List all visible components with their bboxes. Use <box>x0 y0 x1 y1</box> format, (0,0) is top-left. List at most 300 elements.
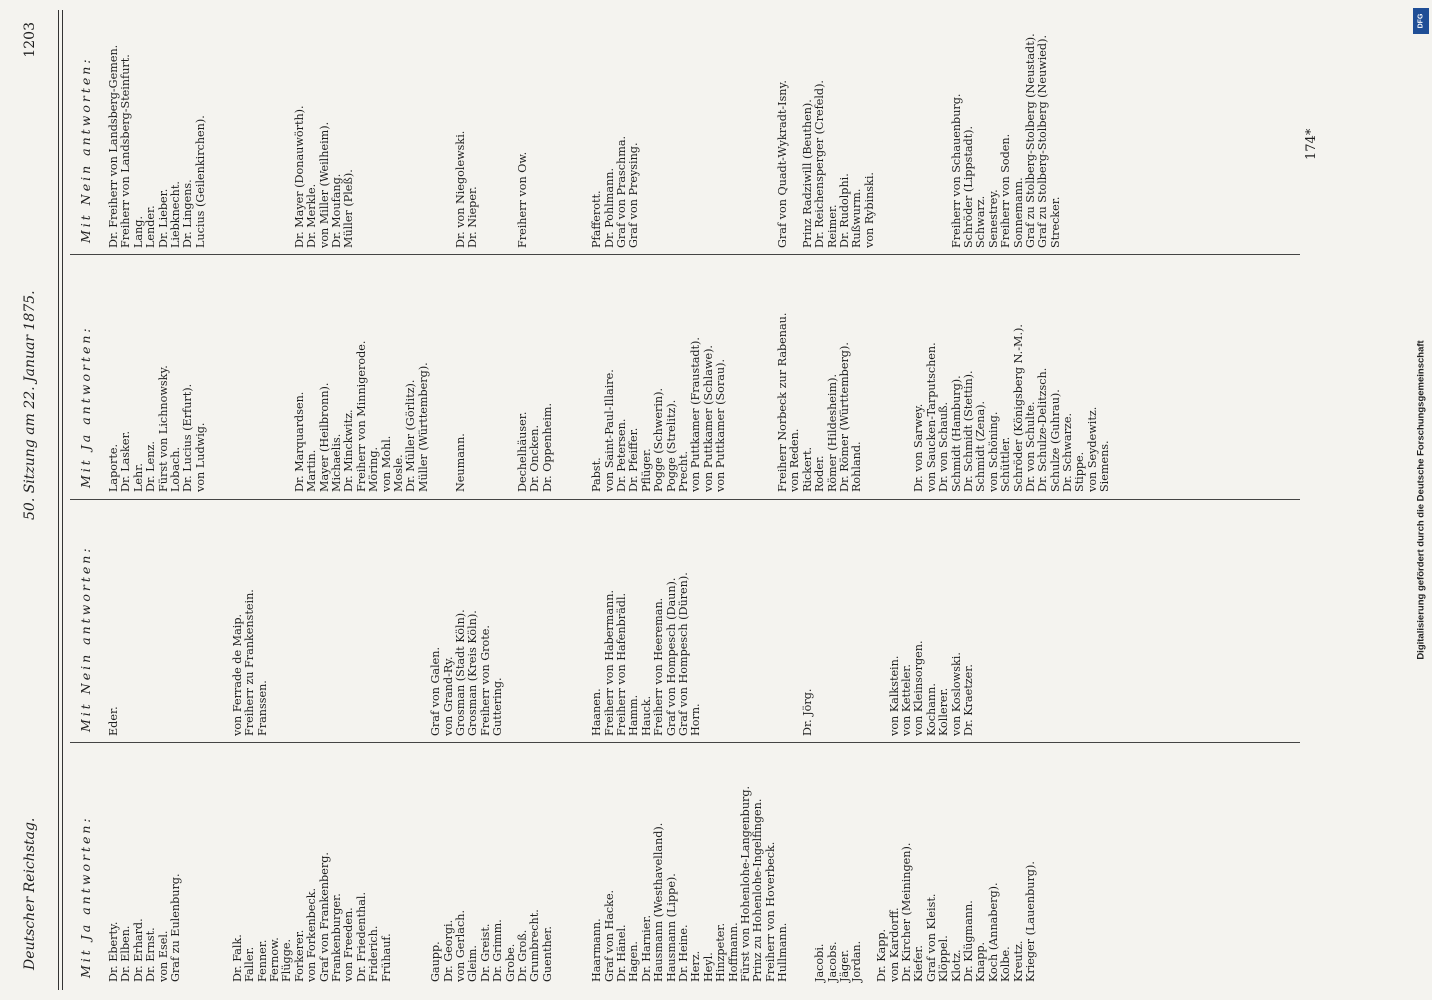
member-name: von Esel. <box>156 930 170 982</box>
spacer <box>220 8 232 248</box>
member-name: Graf zu Stolberg-Stolberg (Neustadt). <box>1023 33 1037 248</box>
member-name: Haarmann. <box>590 918 604 982</box>
spacer <box>715 8 727 248</box>
spacer <box>120 504 132 736</box>
spacer <box>182 504 194 736</box>
member-name: Friderich. <box>367 925 381 982</box>
member-name: Prinz Radziwill (Beuthen). <box>800 99 814 248</box>
member-name: Schröder (Königsberg N.-M.). <box>1011 324 1025 492</box>
member-name: Jordan. <box>850 940 864 982</box>
spacer <box>752 8 764 248</box>
spacer <box>480 260 492 492</box>
spacer <box>876 8 888 248</box>
column-header-nein-right: Mit Nein antworten: <box>78 56 93 243</box>
member-name: Schwarz. <box>974 195 988 248</box>
member-name: von Kleinsorgen. <box>912 640 926 736</box>
member-name: Roder. <box>813 455 827 492</box>
spacer <box>554 746 566 982</box>
spacer <box>740 260 752 492</box>
member-name: Dr. Oncken. <box>528 424 542 492</box>
member-name: Fenner. <box>255 939 269 982</box>
member-name: Schmidt (Zena). <box>974 400 988 492</box>
member-name: von Freeden. <box>342 907 356 982</box>
member-name: Dr. von Schauß. <box>937 401 951 492</box>
spacer <box>554 8 566 248</box>
member-name: Dr. Kapp. <box>875 928 889 982</box>
spacer <box>244 8 256 248</box>
spacer <box>207 8 219 248</box>
member-name: Dr. Greist. <box>478 923 492 982</box>
member-name: Gaupp. <box>429 941 443 982</box>
spacer <box>269 260 281 492</box>
spacer <box>492 8 504 248</box>
spacer <box>393 746 405 982</box>
member-name: Freiherr von Hoverbeck. <box>763 841 777 982</box>
spacer <box>405 746 417 982</box>
member-name: Jäger. <box>838 949 852 982</box>
spacer <box>195 504 207 736</box>
spacer <box>529 504 541 736</box>
member-name: Laporte. <box>107 443 120 492</box>
spacer <box>703 8 715 248</box>
spacer <box>864 260 876 492</box>
spacer <box>728 504 740 736</box>
spacer <box>728 260 740 492</box>
member-name: Dr. Georgi. <box>441 919 455 982</box>
member-name: Reimer. <box>825 204 839 248</box>
spacer <box>343 504 355 736</box>
member-name: von Mohl. <box>379 435 393 492</box>
member-name: Kollerer. <box>937 687 951 736</box>
member-name: Dr. Schmidt (Stettin). <box>961 370 975 492</box>
member-name: Dr. Reichensperger (Crefeld). <box>813 80 827 248</box>
spacer <box>666 8 678 248</box>
member-name: Pflüger. <box>639 448 653 492</box>
member-name: Dr. Kircher (Meiningen). <box>900 842 913 982</box>
member-name: Jacobs. <box>825 941 839 982</box>
column-nein-left <box>108 504 975 736</box>
spacer <box>814 504 826 736</box>
member-name: Grosman (Kreis Köln). <box>466 610 480 736</box>
column-header-nein-left: Mit Nein antworten: <box>78 545 93 732</box>
signature-mark: 174* <box>1304 128 1319 160</box>
member-name: Kreutz. <box>1011 940 1025 982</box>
spacer <box>740 504 752 736</box>
spacer <box>269 8 281 248</box>
member-name: Siemens. <box>1098 440 1112 492</box>
member-name: von Miller (Weilheim). <box>317 121 331 248</box>
spacer <box>715 504 727 736</box>
member-name: von Puttkamer (Fraustadt). <box>689 337 703 492</box>
member-name: Graf von Praschma. <box>615 135 629 248</box>
member-name: Dr. Pohlmann. <box>602 167 616 248</box>
member-name: Dr. Nieper. <box>466 186 480 248</box>
member-name: Freiherr Norbeck zur Rabenau. <box>776 312 790 492</box>
spacer <box>517 504 529 736</box>
member-name: Freiherr von Grote. <box>478 625 492 736</box>
member-name: Dr. Jörg. <box>800 688 814 736</box>
spacer <box>678 8 690 248</box>
spacer <box>777 504 789 736</box>
member-name: Fernow. <box>268 937 282 982</box>
column-header-ja-left: Mit Ja antworten: <box>78 815 93 978</box>
spacer <box>566 8 578 248</box>
spacer <box>220 260 232 492</box>
member-name: Heyl. <box>701 952 715 982</box>
member-name: Knapp. <box>974 941 988 982</box>
member-name: von Gerlach. <box>453 910 467 982</box>
member-name: Schröder (Lippstadt). <box>961 125 975 248</box>
spacer <box>393 8 405 248</box>
header-rule-thin <box>62 10 63 990</box>
member-name: Dr. Römer (Württemberg). <box>838 342 852 492</box>
member-name: Müller (Pleß). <box>342 169 356 248</box>
member-name: Graf zu Stolberg-Stolberg (Neuwied). <box>1036 34 1050 248</box>
member-name: von Ludwig. <box>193 422 207 492</box>
member-name: Dr. Oppenheim. <box>540 402 554 492</box>
spacer <box>257 8 269 248</box>
spacer <box>765 504 777 736</box>
member-name: Lucius (Geilenkirchen). <box>193 115 207 248</box>
member-name: Flügge. <box>280 938 294 982</box>
header-center: 50. Sitzung am 22. Januar 1875. <box>22 290 38 520</box>
member-name: Lehr. <box>131 463 145 492</box>
spacer <box>554 504 566 736</box>
member-name: Dr. Lucius (Erfurt). <box>181 383 195 492</box>
member-name: Freiherr von Hafenbrädl. <box>615 592 629 736</box>
member-name: Dr. Lingens. <box>181 179 195 248</box>
member-name: Dr. Pfeiffer. <box>627 427 641 492</box>
spacer <box>752 260 764 492</box>
spacer <box>195 746 207 982</box>
member-name: Fürst von Lichnowsky. <box>156 365 170 492</box>
spacer <box>182 746 194 982</box>
member-name: von Seydewitz. <box>1085 406 1099 492</box>
spacer <box>889 260 901 492</box>
member-name: Freiherr von Minnigerode. <box>354 340 368 492</box>
spacer <box>294 504 306 736</box>
spacer <box>281 260 293 492</box>
member-name: Dr. Kraetzer. <box>961 664 975 736</box>
column-divider <box>70 742 1300 743</box>
spacer <box>368 504 380 736</box>
member-name: Klotz. <box>949 949 963 982</box>
member-name: Hamm. <box>627 694 641 736</box>
member-name: Mayer (Heilbronn). <box>317 382 331 492</box>
member-name: Franssen. <box>255 680 269 736</box>
header-rule <box>58 10 59 990</box>
member-name: Pogge (Strelitz). <box>664 399 678 492</box>
member-name: Hinzpeter. <box>714 922 728 982</box>
member-name: Dr. Rudolphi. <box>838 173 852 248</box>
member-name: Hoffmann. <box>726 922 740 982</box>
member-name: Graf zu Eulenburg. <box>168 873 182 982</box>
column-ja-right <box>108 260 1112 492</box>
member-name: Dr. Freiherr von Landsberg-Gemen. <box>107 44 120 248</box>
spacer <box>145 504 157 736</box>
spacer <box>368 8 380 248</box>
member-name: Graf von Hacke. <box>602 889 616 982</box>
member-name: Dr. von Sarwey. <box>912 403 926 492</box>
page-number: 1203 <box>22 22 38 58</box>
member-name: Hauck. <box>639 695 653 736</box>
spacer <box>430 260 442 492</box>
member-name: Freiherr von Habermann. <box>602 589 616 736</box>
member-name: Frühauf. <box>379 933 393 982</box>
member-name: Eder. <box>107 706 120 736</box>
spacer <box>703 504 715 736</box>
spacer <box>926 8 938 248</box>
spacer <box>554 260 566 492</box>
member-name: Freiherr von Schauenburg. <box>949 93 963 248</box>
spacer <box>876 260 888 492</box>
member-name: Freiherr von Landsberg-Steinfurt. <box>119 54 133 248</box>
member-name: Freiherr von Soden. <box>999 133 1013 248</box>
spacer <box>430 8 442 248</box>
member-name: Prinz zu Hohenlohe-Ingelfingen. <box>751 798 765 982</box>
member-name: Neumann. <box>453 433 467 492</box>
spacer <box>901 8 913 248</box>
spacer <box>641 8 653 248</box>
member-name: von Ferrade de Maip. <box>230 613 244 736</box>
spacer <box>876 504 888 736</box>
spacer <box>505 504 517 736</box>
spacer <box>381 8 393 248</box>
member-name: Martin. <box>305 449 319 492</box>
member-name: Liebknecht. <box>168 181 182 248</box>
spacer <box>405 8 417 248</box>
spacer <box>207 746 219 982</box>
member-name: Dr. Klügmann. <box>961 900 975 982</box>
spacer <box>752 504 764 736</box>
member-name: Dr. Lieber. <box>156 188 170 248</box>
member-name: Dr. Lenz. <box>144 441 158 492</box>
member-name: Dr. Friedenthal. <box>354 891 368 982</box>
member-name: Jacobi. <box>813 943 827 982</box>
spacer <box>728 8 740 248</box>
spacer <box>418 8 430 248</box>
member-name: von Saint-Paul-Illaire. <box>602 369 616 492</box>
member-name: Hullmann. <box>776 922 790 982</box>
member-name: Dr. von Niegolewski. <box>453 130 467 248</box>
member-name: Gleim. <box>466 945 480 982</box>
member-name: von Schöning. <box>986 411 1000 492</box>
spacer <box>889 8 901 248</box>
member-name: Dr. Lasker. <box>119 430 133 492</box>
member-name: Freiherr zu Frankenstein. <box>243 589 257 736</box>
member-name: Dr. Harnier. <box>639 914 653 982</box>
member-name: Guenther. <box>540 926 554 982</box>
member-name: Dr. Moufang. <box>330 173 344 248</box>
member-name: von Grand-Ry. <box>441 656 455 736</box>
spacer <box>789 746 801 982</box>
member-name: Dr. Minckwitz. <box>342 409 356 492</box>
column-header-ja-right: Mit Ja antworten: <box>78 325 93 488</box>
member-name: Dr. Heine. <box>676 924 690 982</box>
spacer <box>331 504 343 736</box>
column-divider-center <box>70 499 1300 500</box>
member-name: Schulze (Guhrau). <box>1048 389 1062 492</box>
member-name: Graf von Galen. <box>429 646 443 736</box>
member-name: Kolbe. <box>999 946 1013 982</box>
member-name: Römer (Hildesheim). <box>825 373 839 492</box>
member-name: Stippe. <box>1073 451 1087 492</box>
digitization-notice: Digitalisierung gefördert durch die Deutsche Forschungsgemeinschaft <box>1415 340 1427 660</box>
member-name: Dr. Elben. <box>119 925 133 982</box>
spacer <box>257 260 269 492</box>
member-name: Precht. <box>676 450 690 492</box>
spacer <box>281 8 293 248</box>
spacer <box>393 504 405 736</box>
member-name: Sonnemann. <box>1011 177 1025 248</box>
spacer <box>566 260 578 492</box>
member-name: von Kalkstein. <box>887 655 901 736</box>
spacer <box>938 8 950 248</box>
spacer <box>864 504 876 736</box>
spacer <box>542 8 554 248</box>
member-name: Haanen. <box>590 688 604 736</box>
member-name: Lang. <box>131 215 145 248</box>
member-name: Müller (Württemberg). <box>416 362 430 492</box>
member-name: Graf von Kleist. <box>924 893 938 982</box>
member-name: Hausmann (Westhavelland). <box>652 822 666 982</box>
digitization-sidebar <box>1410 0 1432 1000</box>
member-name: Senestrey. <box>986 189 1000 248</box>
spacer <box>492 260 504 492</box>
spacer <box>281 504 293 736</box>
member-name: Dr. Merkle. <box>305 183 319 248</box>
member-name: von Puttkamer (Schlawe). <box>701 345 715 492</box>
spacer <box>170 504 182 736</box>
member-name: Lobach. <box>168 446 182 492</box>
spacer <box>467 260 479 492</box>
member-name: Graf von Hompesch (Düren). <box>676 572 690 736</box>
spacer <box>356 504 368 736</box>
member-name: Graf von Frankenberg. <box>317 852 331 982</box>
member-name: Frankenburger. <box>330 893 344 982</box>
member-name: Horn. <box>689 703 703 736</box>
member-name: Freiherr von Heereman. <box>652 597 666 736</box>
member-name: Mosle. <box>391 454 405 492</box>
member-name: Dr. Schulze-Delitzsch. <box>1036 367 1050 492</box>
member-name: Dr. Grimm. <box>491 919 505 982</box>
spacer <box>381 504 393 736</box>
member-name: Koch (Annaberg). <box>986 882 1000 982</box>
member-name: Hagen. <box>627 941 641 982</box>
spacer <box>207 260 219 492</box>
member-name: Dechelhäuser. <box>515 411 529 492</box>
member-name: Michaelis. <box>330 433 344 492</box>
spacer <box>269 504 281 736</box>
member-name: Dr. Erhard. <box>131 918 145 982</box>
member-name: Dr. Hänel. <box>615 924 629 982</box>
spacer <box>566 746 578 982</box>
column-nein-right <box>108 8 1062 248</box>
member-name: Graf von Preysing. <box>627 142 641 248</box>
member-name: Kiefer. <box>912 945 926 982</box>
member-name: von Koslowski. <box>949 652 963 736</box>
spacer <box>133 504 145 736</box>
header-left: Deutscher Reichstag. <box>22 817 38 970</box>
spacer <box>356 8 368 248</box>
spacer <box>319 504 331 736</box>
spacer <box>529 8 541 248</box>
member-name: Faller. <box>243 946 257 982</box>
member-name: Dr. Ernst. <box>144 927 158 982</box>
member-name: Dr. Groß. <box>515 929 529 982</box>
member-name: Kochann. <box>924 683 938 736</box>
member-name: Schmidt (Hamburg). <box>949 375 963 492</box>
spacer <box>405 504 417 736</box>
spacer <box>839 504 851 736</box>
member-name: Schüttler. <box>999 436 1013 492</box>
member-name: Lender. <box>144 205 158 248</box>
member-name: Dr. Mayer (Donauwörth). <box>292 105 306 248</box>
page-header <box>0 10 58 990</box>
spacer <box>207 504 219 736</box>
spacer <box>480 8 492 248</box>
member-name: Grosman (Stadt Köln). <box>453 609 467 736</box>
member-name: Grobe. <box>503 943 517 982</box>
spacer <box>827 504 839 736</box>
member-name: Graf von Hompesch (Daun). <box>664 577 678 736</box>
spacer <box>690 8 702 248</box>
member-name: Strecker. <box>1048 196 1062 248</box>
spacer <box>244 260 256 492</box>
spacer <box>232 260 244 492</box>
member-name: Möring. <box>367 446 381 492</box>
member-name: Rickert. <box>800 446 814 492</box>
member-name: Dr. Falk. <box>230 934 244 982</box>
spacer <box>653 8 665 248</box>
member-name: Dr. Petersen. <box>615 418 629 492</box>
member-name: von Forkenbeck. <box>305 887 319 982</box>
member-name: Dr. Schwarze. <box>1061 413 1075 492</box>
spacer <box>232 8 244 248</box>
member-name: Rußwurm. <box>850 188 864 248</box>
member-name: Krieger (Lauenburg). <box>1023 861 1037 982</box>
spacer <box>306 504 318 736</box>
member-name: Forkerer. <box>292 929 306 982</box>
member-name: von Saucken-Tarputschen. <box>924 342 938 492</box>
member-name: Guttering. <box>491 677 505 736</box>
member-name: von Rybinski. <box>862 172 876 248</box>
member-name: von Ketteler. <box>900 664 913 736</box>
spacer <box>740 8 752 248</box>
member-name: Graf von Quadt-Wykradt-Isny. <box>776 80 790 248</box>
dfg-logo: DFG <box>1413 8 1429 34</box>
member-name: Fürst von Hohenlohe-Langenburg. <box>738 785 752 982</box>
member-name: Pabst. <box>590 457 604 492</box>
member-name: Freiherr von Ow. <box>515 151 529 248</box>
member-name: Dr. von Schulte. <box>1023 401 1037 492</box>
column-divider <box>70 254 1300 255</box>
member-name: Grumbrecht. <box>528 909 542 982</box>
member-name: Klöppel. <box>937 935 951 982</box>
spacer <box>158 504 170 736</box>
member-name: Pfafferott. <box>590 190 604 248</box>
member-name: von Puttkamer (Sorau). <box>714 358 728 492</box>
member-name: Pogge (Schwerin). <box>652 387 666 492</box>
member-name: Dr. Müller (Görlitz). <box>404 379 418 492</box>
spacer <box>542 504 554 736</box>
spacer <box>566 504 578 736</box>
member-name: Hausmann (Lippe). <box>664 873 678 982</box>
member-name: Dr. Marquardsen. <box>292 391 306 492</box>
member-name: Dr. Eberty. <box>107 921 120 982</box>
column-ja-left <box>108 746 1037 982</box>
member-name: von Reden. <box>788 428 802 492</box>
